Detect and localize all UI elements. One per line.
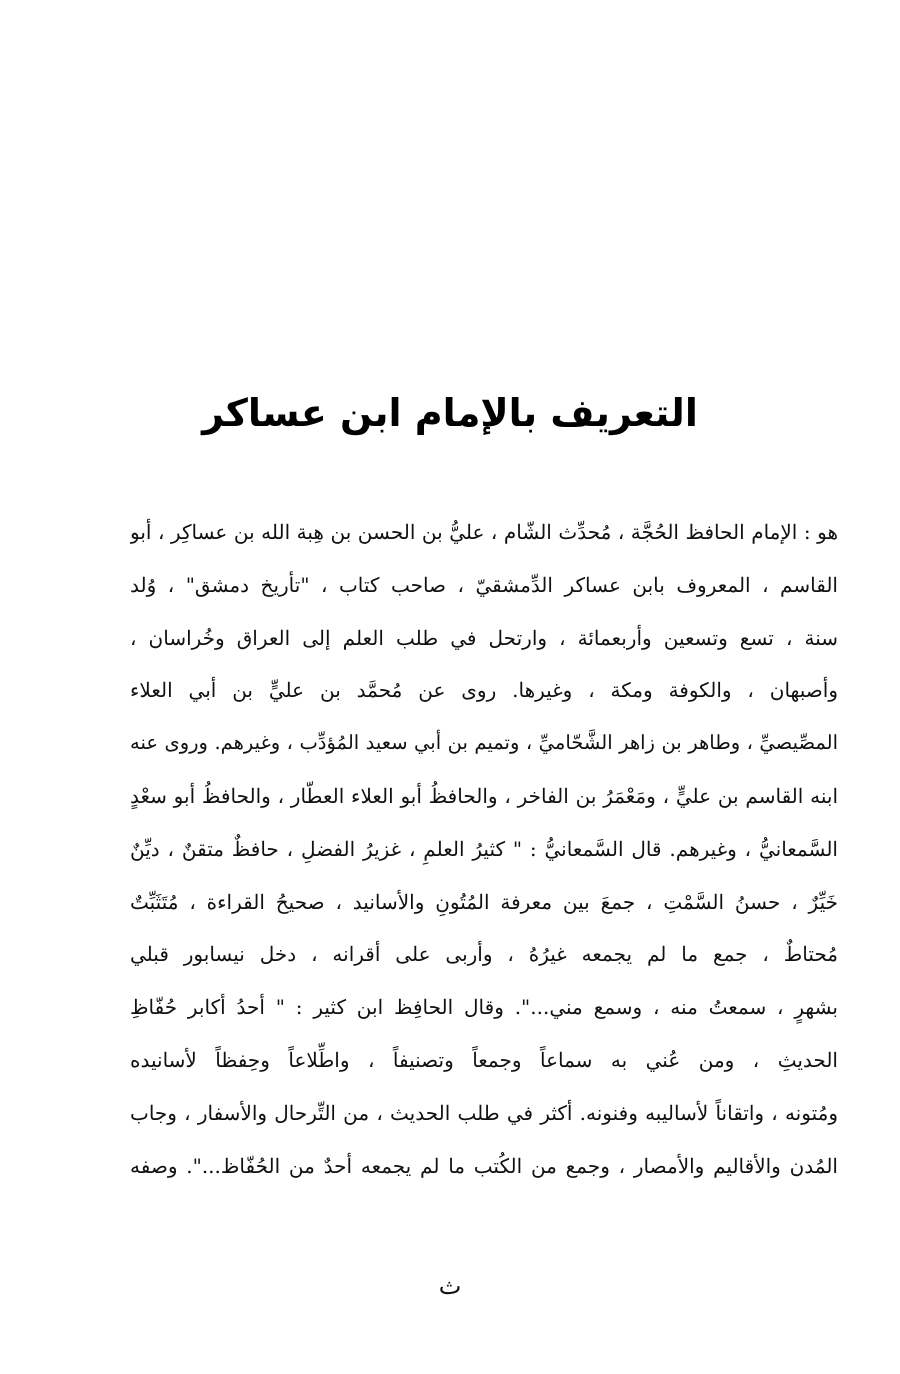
text-line: المصِّيصيِّ ، وطاهر بن زاهر الشَّحّاميِّ ، وتميم بن أبي سعيد المُؤدِّب ، وغيرهم. وروى عنه — [130, 731, 838, 755]
page-number: ث — [438, 1272, 462, 1300]
text-line: وأصبهان ، والكوفة ومكة ، وغيرها. روى عن مُحمَّد بن عليٍّ بن أبي العلاء — [130, 678, 838, 703]
text-line: خَيِّرٌ ، حسنُ السَّمْتِ ، جمعَ بين معرفة المُتُونِ والأسانيد ، صحيحُ القراءة ، مُتَثَبِّتٌ — [130, 889, 838, 914]
text-line: ومُتونه ، واتقاناً لأساليبه وفنونه. أكثر في طلب الحديث ، من التِّرحال والأسفار ، وجاب — [130, 1100, 838, 1125]
text-line: هو : الإمام الحافظ الحُجَّة ، مُحدِّث الشّام ، عليُّ بن الحسن بن هِبة الله بن عساكِر ، أبو — [130, 520, 838, 544]
text-line: سنة ، تسع وتسعين وأربعمائة ، وارتحل في طلب العلم إلى العراق وخُراسان ، — [130, 625, 838, 650]
text-line: مُحتاطٌ ، جمع ما لم يجمعه غيرُهُ ، وأربى على أقرانه ، دخل نيسابور قبلي — [130, 942, 838, 967]
text-line: القاسم ، المعروف بابن عساكر الدِّمشقيّ ، صاحب كتاب ، "تأريخ دمشق" ، وُلد — [130, 572, 838, 597]
text-line: بشهرٍ ، سمعتُ منه ، وسمع مني...". وقال الحافِظ ابن كثير : " أحدُ أكابر حُفّاظِ — [130, 995, 838, 1020]
text-line: السَّمعانيُّ ، وغيرهم. قال السَّمعانيُّ : " كثيرُ العلمِ ، غزيرُ الفضلِ ، حافظٌ متقنٌ ، ديِّنٌ — [130, 836, 838, 861]
text-line: المُدن والأقاليم والأمصار ، وجمع من الكُتب ما لم يجمعه أحدٌ من الحُفّاظ...". وصفه — [130, 1153, 838, 1178]
text-line: الحديثِ ، ومن عُني به سماعاً وجمعاً وتصنيفاً ، واطِّلاعاً وحِفظاً لأسانيده — [130, 1047, 838, 1072]
chapter-title: التعريف بالإمام ابن عساكر — [202, 391, 698, 435]
text-line: ابنه القاسم بن عليٍّ ، ومَعْمَرُ بن الفاخر ، والحافظُ أبو العلاء العطّار ، والحافظُ أبو سعْدٍ — [130, 783, 838, 808]
body-text — [130, 506, 838, 1192]
